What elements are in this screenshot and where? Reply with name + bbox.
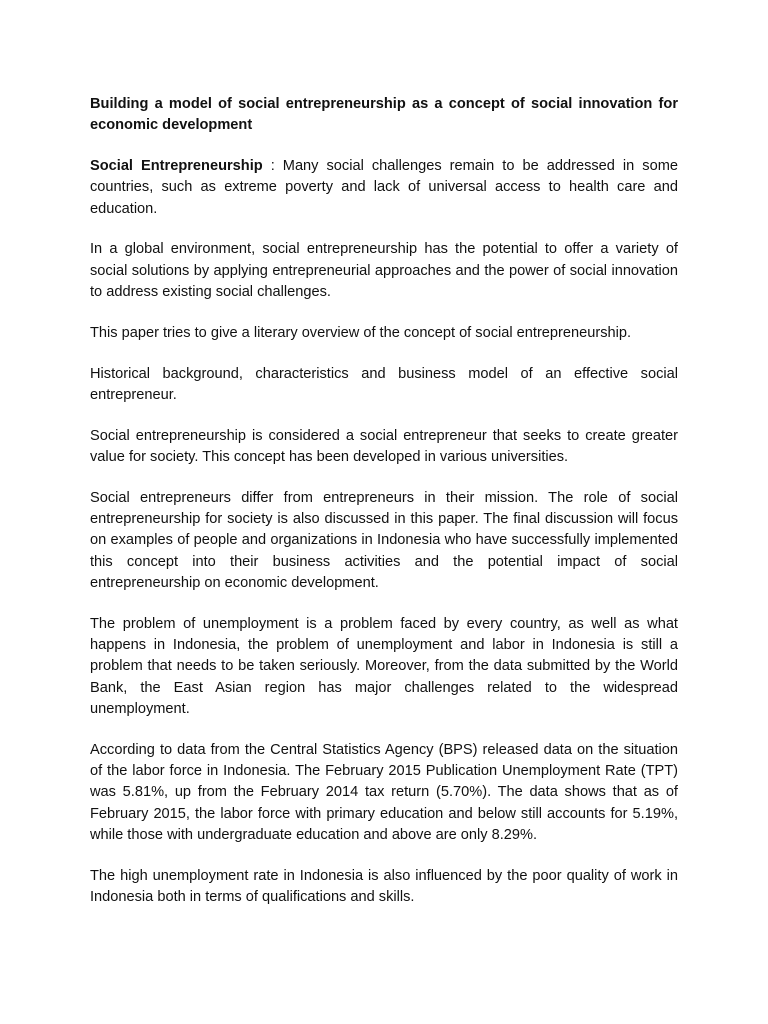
intro-text: : Many social challenges remain to be addressed in some countries, such as extreme poverty and lack of universal access to health care and education. [90, 158, 678, 217]
document-title: Building a model of social entrepreneurship as a concept of social innovation for economic development [90, 96, 678, 134]
paragraph: The problem of unemployment is a problem faced by every country, as well as what happens in Indonesia, the problem of unemployment and labor in Indonesia is still a problem that needs to be taken seriously. Moreover, from the data submitted by the World Bank, the East Asian region has major challenges related to the widespread unemployment. [90, 615, 678, 718]
paragraph: According to data from the Central Statistics Agency (BPS) released data on the situation of the labor force in Indonesia. The February 2015 Publication Unemployment Rate (TPT) was 5.81%, up from the February 2014 tax return (5.70%). The data shows that as of February 2015, the labor force with primary education and below still accounts for 5.19%, while those with undergraduate education and above are only 8.29%. [90, 741, 678, 844]
paragraph: The high unemployment rate in Indonesia is also influenced by the poor quality of work in Indonesia both in terms of qualifications and skills. [90, 867, 678, 906]
intro-paragraph [90, 156, 678, 220]
document-body [90, 94, 678, 928]
paragraph: In a global environment, social entrepreneurship has the potential to offer a variety of social solutions by applying entrepreneurial approaches and the power of social innovation to address existing social challenges. [90, 241, 678, 301]
paragraph: Historical background, characteristics and business model of an effective social entrepreneur. [90, 365, 678, 403]
intro-lead: Social Entrepreneurship [90, 158, 263, 175]
paragraph: Social entrepreneurship is considered a social entrepreneur that seeks to create greater value for society. This concept has been developed in various universities. [90, 427, 678, 466]
paragraph: Social entrepreneurs differ from entrepreneurs in their mission. The role of social entrepreneurship for society is also discussed in this paper. The final discussion will focus on examples of people and organizations in Indonesia who have successfully implemented this concept into their business activities and the potential impact of social entrepreneurship on economic development. [90, 489, 678, 592]
paragraph: This paper tries to give a literary overview of the concept of social entrepreneurship. [90, 324, 632, 341]
